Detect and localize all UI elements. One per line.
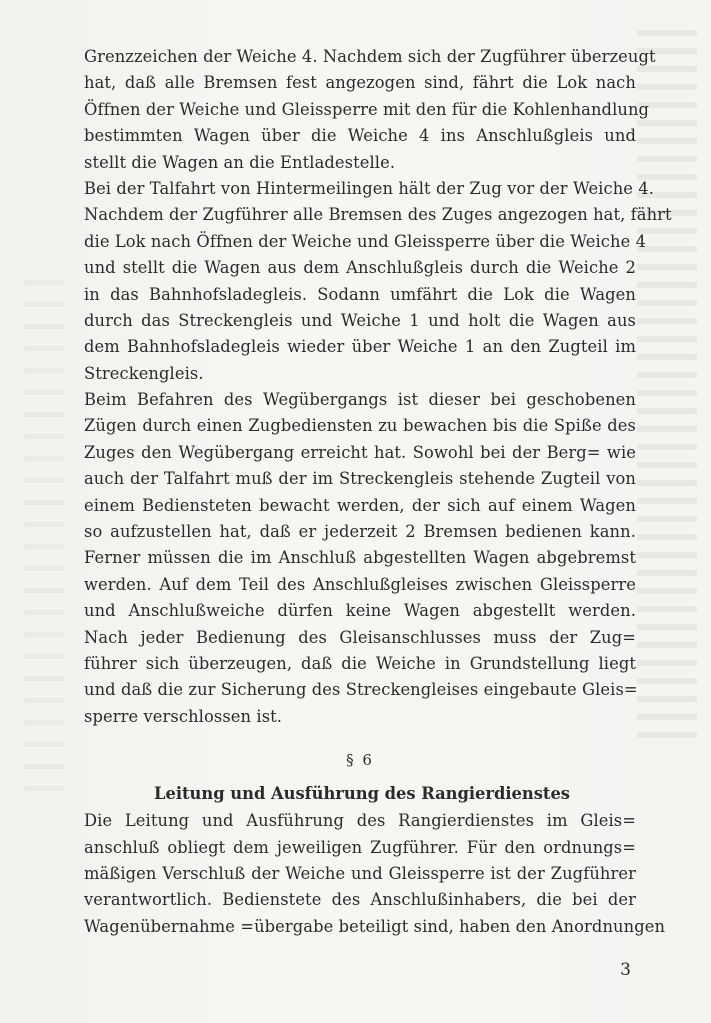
page-number: 3 (620, 960, 631, 980)
paragraph-2 (84, 176, 672, 387)
paragraph-3 (84, 387, 636, 730)
text-line: Wagenübernahme =übergabe beteiligt sind, haben den Anordnungen (84, 916, 666, 936)
text-line: anschluß obliegt dem jeweiligen Zugführer. Für den ordnungs= (84, 837, 636, 857)
text-line: verantwortlich. Bedienstete des Anschlußinhabers, die bei der (84, 890, 636, 910)
text-line: Grenzzeichen der Weiche 4. Nachdem sich der Zugführer überzeugt (84, 47, 656, 66)
text-line: durch das Streckengleis und Weiche 1 und holt die Wagen aus (84, 310, 636, 330)
text-line: Zuges den Wegübergang erreicht hat. Sowohl bei der Berg= wie (84, 442, 636, 462)
text-line: so aufzustellen hat, daß er jederzeit 2 Bremsen bedienen kann. (84, 522, 636, 542)
bleed-through-shadow (637, 30, 697, 750)
text-line: dem Bahnhofsladegleis wieder über Weiche 1 an den Zugteil im (84, 337, 636, 357)
section-paragraph (84, 808, 666, 940)
text-line: Nachdem der Zugführer alle Bremsen des Zuges angezogen hat, fährt (84, 205, 672, 225)
text-line: und stellt die Wagen aus dem Anschlußgleis durch die Weiche 2 (84, 258, 636, 278)
text-line: hat, daß alle Bremsen fest angezogen sind, fährt die Lok nach (84, 73, 636, 93)
text-line: Öffnen der Weiche und Gleissperre mit den für die Kohlenhandlung (84, 99, 650, 119)
text-line: Streckengleis. (84, 363, 204, 383)
text-line: Bei der Talfahrt von Hintermeilingen hält der Zug vor der Weiche 4. (84, 178, 655, 198)
text-line: und daß die zur Sicherung des Streckengleises eingebaute Gleis= (84, 680, 638, 700)
text-line: bestimmten Wagen über die Weiche 4 ins Anschlußgleis und (84, 126, 636, 146)
section-heading: Leitung und Ausführung des Rangierdienstes (154, 784, 570, 804)
text-line: und Anschlußweiche dürfen keine Wagen abgestellt werden. (84, 601, 636, 621)
text-line: Die Leitung und Ausführung des Rangierdienstes im Gleis= (84, 811, 636, 831)
paragraph-1 (84, 44, 656, 176)
text-line: stellt die Wagen an die Entladestelle. (84, 152, 396, 172)
text-line: mäßigen Verschluß der Weiche und Gleissperre ist der Zugführer (84, 863, 636, 883)
text-line: in das Bahnhofsladegleis. Sodann umfährt die Lok die Wagen (84, 284, 636, 304)
text-line: die Lok nach Öffnen der Weiche und Gleissperre über die Weiche 4 (84, 231, 647, 251)
text-line: Ferner müssen die im Anschluß abgestellten Wagen abgebremst (84, 548, 636, 568)
text-line: Zügen durch einen Zugbediensten zu bewachen bis die Spiße des (84, 416, 636, 436)
bleed-through-shadow-left (24, 280, 64, 800)
text-line: führer sich überzeugen, daß die Weiche in Grundstellung liegt (84, 653, 636, 673)
page-content (84, 44, 672, 940)
section-number: § 6 (346, 751, 374, 770)
text-line: Nach jeder Bedienung des Gleisanschlusses muss der Zug= (84, 627, 636, 647)
text-line: Beim Befahren des Wegübergangs ist dieser bei geschobenen (84, 390, 636, 410)
text-line: sperre verschlossen ist. (84, 706, 283, 726)
text-line: einem Bediensteten bewacht werden, der sich auf einem Wagen (84, 495, 636, 515)
text-line: auch der Talfahrt muß der im Streckengleis stehende Zugteil von (84, 469, 636, 489)
text-line: werden. Auf dem Teil des Anschlußgleises zwischen Gleissperre (84, 574, 636, 594)
